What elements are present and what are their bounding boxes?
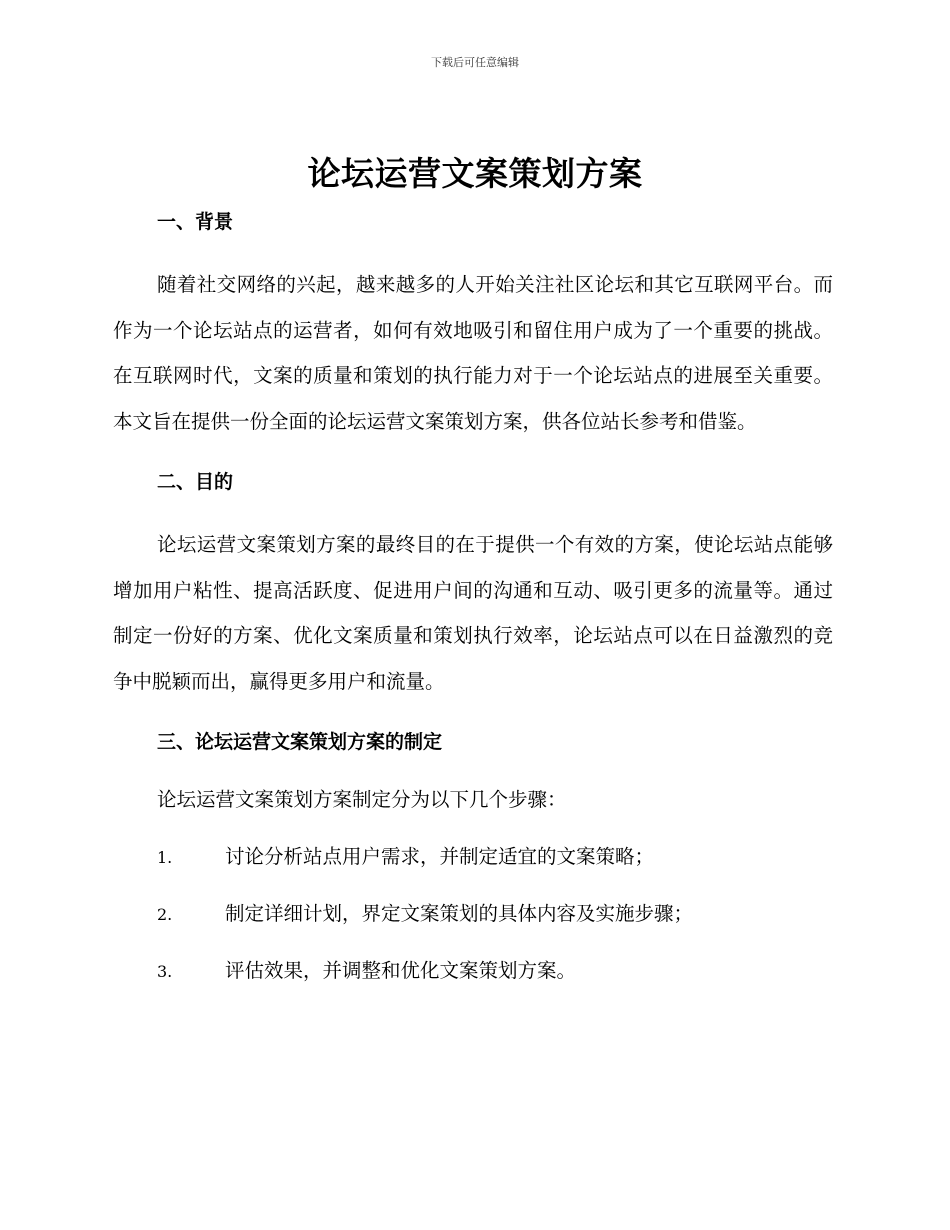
- list-item-number: 1.: [157, 848, 173, 867]
- section-heading-background: 一、背景: [157, 211, 234, 233]
- background-paragraph: 随着社交网络的兴起，越来越多的人开始关注社区论坛和其它互联网平台。而作为一个论坛站点的运营者，如何有效地吸引和留住用户成为了一个重要的挑战。在互联网时代，文案的质量和策划的执行能力对于一个论坛站点的进展至关重要。本文旨在提供一份全面的论坛运营文案策划方案，供各位站长参考和借鉴。: [113, 273, 833, 433]
- list-item: [113, 953, 833, 1010]
- list-item: [113, 896, 833, 953]
- document-title: 论坛运营文案策划方案: [307, 154, 643, 193]
- list-item: [113, 839, 833, 896]
- section-heading-purpose: 二、目的: [157, 471, 234, 493]
- formulation-intro: 论坛运营文案策划方案制定分为以下几个步骤：: [157, 788, 567, 811]
- section-heading-formulation: 三、论坛运营文案策划方案的制定: [157, 731, 443, 753]
- list-item-text: 制定详细计划，界定文案策划的具体内容及实施步骤；: [225, 902, 694, 925]
- document-body: [113, 204, 833, 1010]
- purpose-paragraph: 论坛运营文案策划方案的最终目的在于提供一个有效的方案，使论坛站点能够增加用户粘性、提高活跃度、促进用户间的沟通和互动、吸引更多的流量等。通过制定一份好的方案、优化文案质量和策划执行效率，论坛站点可以在日益激烈的竞争中脱颖而出，赢得更多用户和流量。: [113, 533, 833, 693]
- list-item-number: 2.: [157, 905, 173, 924]
- list-item-text: 评估效果，并调整和优化文案策划方案。: [225, 959, 577, 982]
- list-item-text: 讨论分析站点用户需求，并制定适宜的文案策略；: [225, 845, 655, 868]
- list-item-number: 3.: [157, 962, 173, 981]
- header-note: 下载后可任意编辑: [431, 56, 519, 69]
